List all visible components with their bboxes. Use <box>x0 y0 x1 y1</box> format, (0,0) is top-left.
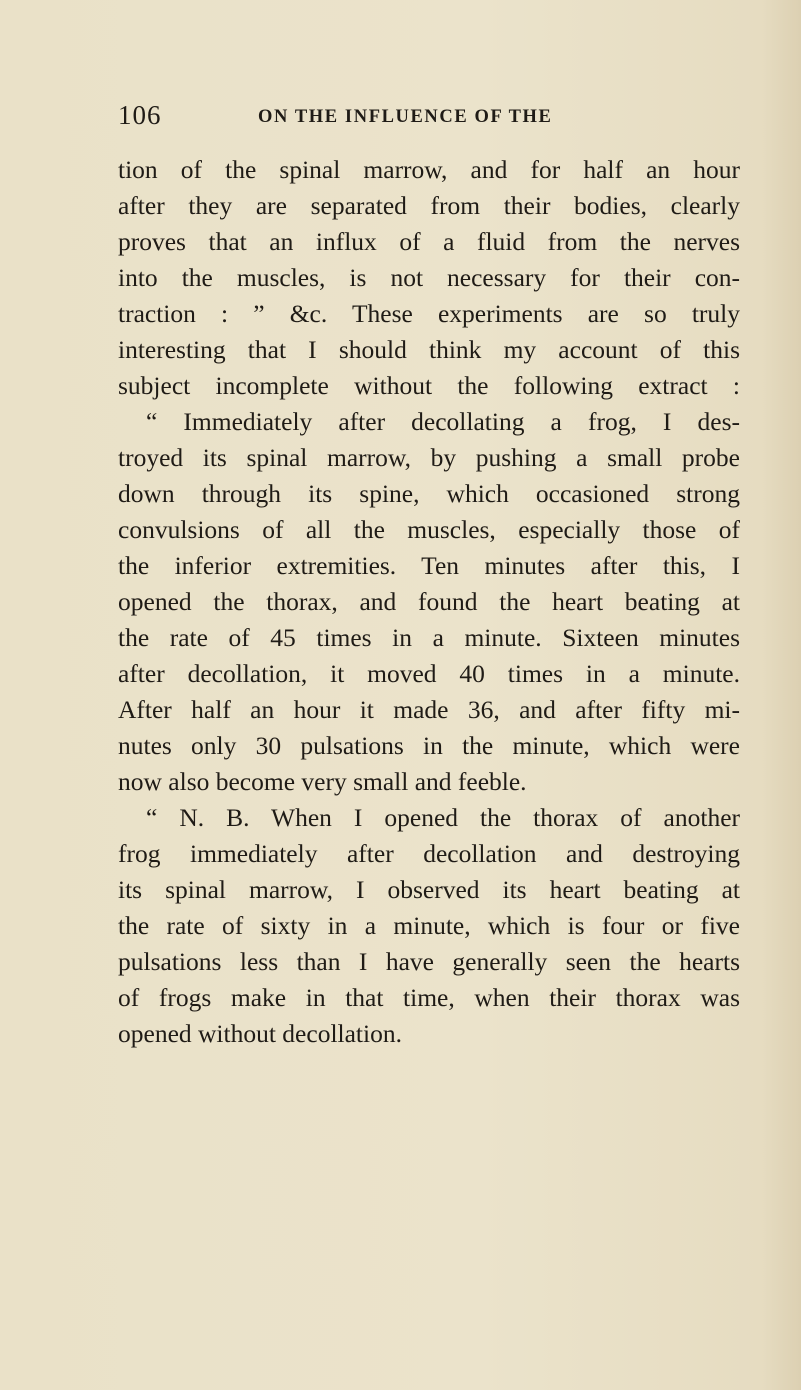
text-line: convulsions of all the muscles, especially those of <box>118 515 740 544</box>
text-line: traction : ” &c. These experiments are so truly <box>118 299 740 328</box>
text-line: nutes only 30 pulsations in the minute, which were <box>118 731 740 760</box>
page-number: 106 <box>118 100 162 130</box>
text-line: After half an hour it made 36, and after fifty mi- <box>118 695 740 724</box>
text-line: pulsations less than I have generally seen the hearts <box>118 947 740 976</box>
text-line: “ N. B. When I opened the thorax of another <box>146 803 740 832</box>
text-line: tion of the spinal marrow, and for half an hour <box>118 155 740 184</box>
text-line: “ Immediately after decollating a frog, I des- <box>146 407 740 436</box>
text-line: frog immediately after decollation and destroying <box>118 839 740 868</box>
running-head-title: ON THE INFLUENCE OF THE <box>258 107 553 127</box>
text-line: interesting that I should think my account of this <box>118 335 740 364</box>
text-line: its spinal marrow, I observed its heart beating at <box>118 875 740 904</box>
text-line: opened without decollation. <box>118 1019 402 1048</box>
text-line: the inferior extremities. Ten minutes after this, I <box>118 551 740 580</box>
text-line: into the muscles, is not necessary for their con- <box>118 263 740 292</box>
text-line: of frogs make in that time, when their thorax was <box>118 983 740 1012</box>
text-line: the rate of 45 times in a minute. Sixteen minutes <box>118 623 740 652</box>
text-line: now also become very small and feeble. <box>118 767 527 796</box>
text-line: the rate of sixty in a minute, which is four or five <box>118 911 740 940</box>
text-line: troyed its spinal marrow, by pushing a small probe <box>118 443 740 472</box>
text-line: down through its spine, which occasioned strong <box>118 479 740 508</box>
text-line: opened the thorax, and found the heart beating at <box>118 587 740 616</box>
text-line: proves that an influx of a fluid from the nerves <box>118 227 740 256</box>
text-line: subject incomplete without the following extract : <box>118 371 740 400</box>
text-line: after they are separated from their bodies, clearly <box>118 191 740 220</box>
text-line: after decollation, it moved 40 times in a minute. <box>118 659 740 688</box>
body-text <box>118 152 740 1052</box>
running-head <box>118 100 718 136</box>
